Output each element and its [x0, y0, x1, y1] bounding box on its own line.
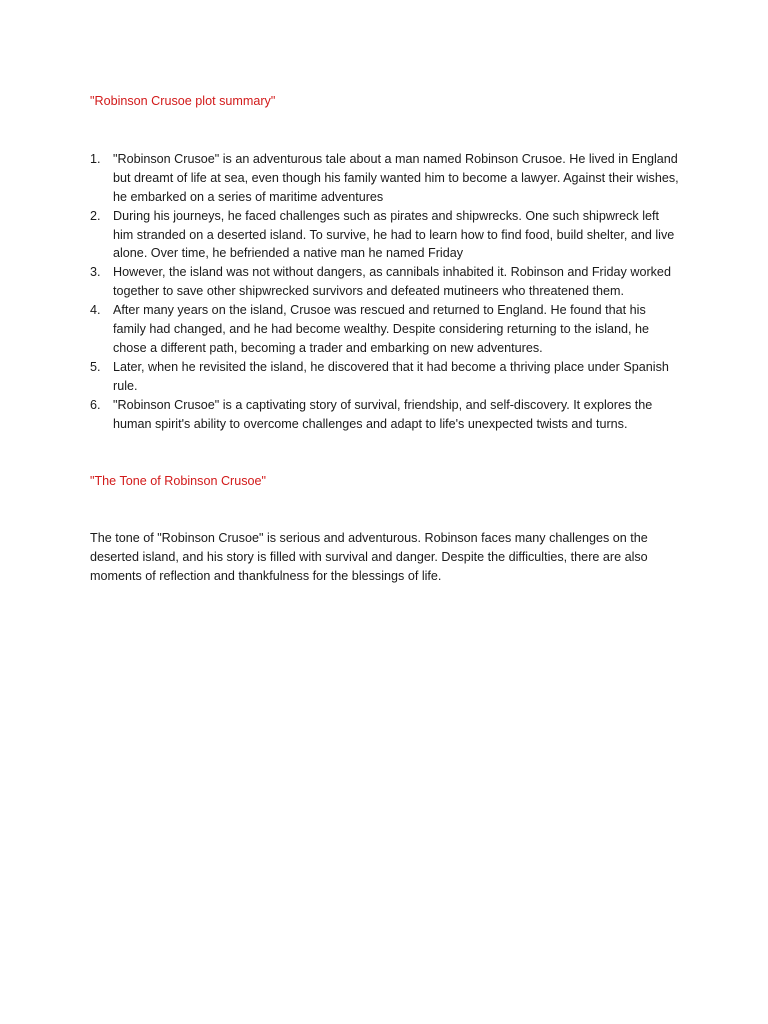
list-item-text: "Robinson Crusoe" is an adventurous tale about a man named Robinson Crusoe. He lived in England but dreamt of life at sea, even though his family wanted him to become a lawyer. Against their wishes, he embarked on a series of maritime adventures — [113, 151, 679, 204]
list-item-text: Later, when he revisited the island, he discovered that it had become a thriving place under Spanish rule. — [113, 359, 669, 393]
list-item — [90, 396, 680, 434]
list-item-number: 5. — [90, 359, 101, 374]
list-item-text: However, the island was not without dangers, as cannibals inhabited it. Robinson and Friday worked together to save other shipwrecked survivors and defeated mutineers who threatened them. — [113, 265, 671, 299]
summary-heading: "Robinson Crusoe plot summary" — [90, 94, 276, 108]
list-item-number: 3. — [90, 265, 101, 280]
list-item-number: 1. — [90, 151, 101, 166]
summary-list — [90, 150, 680, 434]
list-item — [90, 150, 680, 207]
tone-paragraph: The tone of "Robinson Crusoe" is serious and adventurous. Robinson faces many challenges on the deserted island, and his story is filled with survival and danger. Despite the difficulties, there are also moments of reflection and thankfulness for the blessings of life. — [90, 531, 648, 584]
tone-heading: "The Tone of Robinson Crusoe" — [90, 473, 267, 488]
list-item-number: 2. — [90, 208, 101, 223]
list-item-text: After many years on the island, Crusoe was rescued and returned to England. He found that his family had changed, and he had become wealthy. Despite considering returning to the island, he chose a different path, becoming a trader and embarking on new adventures. — [113, 303, 650, 355]
list-item-number: 4. — [90, 303, 101, 318]
document-page — [90, 92, 680, 586]
list-item-number: 6. — [90, 397, 101, 412]
list-item-text: During his journeys, he faced challenges such as pirates and shipwrecks. One such shipwreck left him stranded on a deserted island. To survive, he had to learn how to find food, build shelter, and live alone. Over time, he befriended a native man he named Friday — [113, 208, 675, 261]
list-item — [90, 358, 680, 396]
list-item — [90, 301, 680, 358]
list-item — [90, 263, 680, 301]
list-item — [90, 207, 680, 264]
list-item-text: "Robinson Crusoe" is a captivating story of survival, friendship, and self-discovery. It explores the human spirit's ability to overcome challenges and adapt to life's unexpected twists and turns. — [113, 397, 653, 431]
